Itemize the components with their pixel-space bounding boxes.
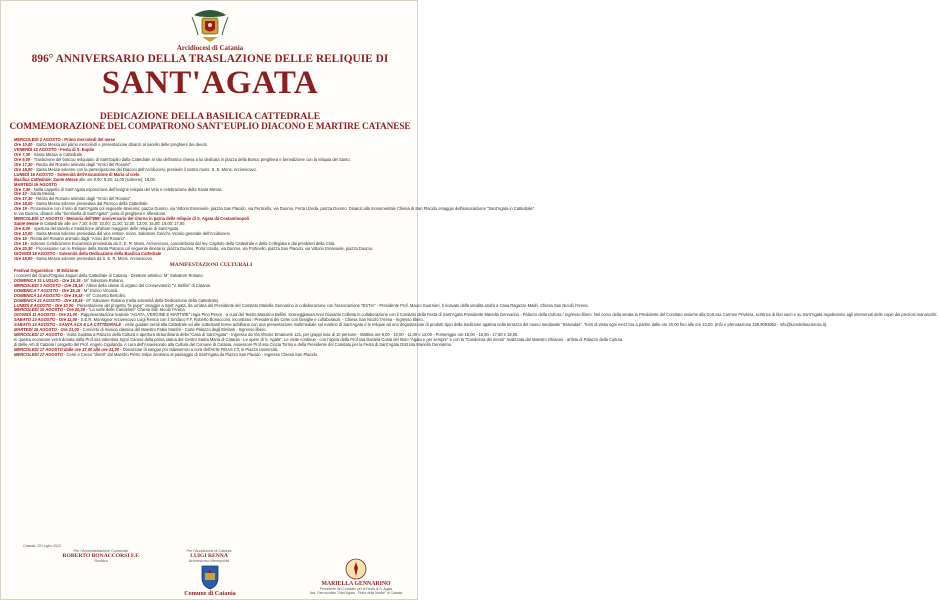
program-item-text: - Donazione di sangue pro talassemici a cura dell'AVIS FIDAS CT, in Piazza Università.	[119, 347, 279, 353]
program-item-time: Ore 18	[14, 236, 27, 242]
program-item-time: Ore 9,00	[14, 156, 31, 162]
program-item-text: - Allievi della classe di organo del Conservatorio "V. Bellini" di Catania.	[82, 282, 212, 288]
program-item-time: MERCOLEDÌ 3 AGOSTO - Ore 19,15	[14, 282, 83, 288]
city-emblem-icon	[197, 564, 223, 590]
program-item-time: SABATO 13 AGOSTO - Ore 11,00	[14, 317, 78, 323]
program-item-time: DOMENICA 7 AGOSTO - Ore 19,15	[14, 287, 81, 293]
program-day-heading: VENERDÌ 12 AGOSTO - Festa di S. Euplio	[14, 146, 95, 152]
program-item-text: - S.E.R. Monsignor Arcivescovo Luigi Renna con il Sindaco F.F. Roberto Bonaccorsi, incontrano i Presidenti dei Cerei con famiglie e collaboratori. - Chiesa San Nicolò l'Arena - Ingresso libero.	[77, 317, 424, 323]
program-item-text: - Santa Messa in Cattedrale.	[30, 151, 84, 157]
program-item-time: Ore 20,30	[14, 245, 33, 251]
program-item-time: DOMENICA 31 LUGLIO - Ore 19,15	[14, 277, 81, 283]
program-item-text: di Belle Arti di Catania / progetto del Prof. Angelo Cigolando. A cura dell'Assessorato alla Cultura del Comune di Catania, Assessore Prof.ssa Cinzia Torrisi e della Presidente del Comitato per la Festa di Sant'Agata Dott.ssa Mariella Gennarino.	[14, 342, 453, 348]
program-item-time: Ore 7,30	[14, 186, 31, 192]
program-item-text: - visite guidate serali alla Cattedrale ed alle sottostanti terme achilliane con una presentazione multimediale sul martirio di Sant'Agata e le reliquie ad uno degustazione di prodotti tipici della tradizione agatina nella terrazza del nuovo mediavale "Bravadas". Turni di visita ogni mezz'ora a partire dalle ore 20,00 fino alle ore 23,00. (Info e prenotazione 329.9093962 - info@lucedellasciencia.it).	[121, 322, 828, 328]
commemoration-title: COMMEMORAZIONE DEL COMPATRONO SANT'EUPLIO DIACONO E MARTIRE CATANESE	[9, 122, 411, 132]
program-day-heading: MERCOLEDÌ 2 AGOSTO - Primo mercoledì del mese	[14, 137, 116, 142]
program-item-text: - Concerto di musica classica del Maestro Fabio Manfrè - Corte Palazzo degli Elefanti - Ingresso libero.	[79, 327, 267, 333]
program-item-time: MERCOLEDÌ 17 AGOSTO	[14, 352, 63, 358]
program-item-time: DOMENICA 21 AGOSTO - Ore 19,15	[14, 297, 83, 303]
program-day-heading: LUNEDÌ 15 AGOSTO - Solennità dell'Assunzione di Maria al cielo	[14, 171, 140, 177]
signature-mayor-title: Sindaco	[94, 559, 108, 563]
program-item-text: - Traslazione del braccio reliquiario di Sant'Euplio dalla Cattedrale al sito dell'antica chiesa a lui dedicata in piazza della Borsa: preghiera e benedizione con la reliquia del Santo.	[30, 156, 351, 162]
diocese-crest-icon	[188, 7, 232, 43]
signature-mayor-name: ROBERTO BONACCORSI F.F.	[62, 553, 140, 559]
program-item-text: - Nella cappella di Sant'Agata esposizione dell'insigne reliquia del Velo e celebrazione della Santa Messa.	[30, 186, 223, 192]
program-item-text: - Cerei e Cereo "diretti" dal Maestro Pietro Volpe rientrano al passaggio di Sant'Agata da Piazza San Placido - Ingresso Chiesa San Placido.	[62, 352, 319, 358]
program-item-text: - Apertura del sacello e traslazione all'altare maggiore delle reliquie di Sant'Agata.	[30, 226, 180, 232]
program-day-heading: Festival Organistico - III Edizione	[14, 267, 79, 273]
program-item-time: Ore 18,00	[14, 201, 33, 207]
signature-mayor	[41, 549, 161, 563]
program-item-time: MERCOLEDÌ 17 AGOSTO dalle ore 17,00 alle ore 21,00	[14, 347, 120, 353]
program-list	[14, 137, 938, 538]
program-item-text: - Presentazione del progetto "le pupe" omaggio a Sant' Agata, da un'idea del Presidente del Comitato Mariella Gennarino in collaborazione con l'associazione "ESTIA" - Presidente Prof. Mauro Guarnieri. Il ricavato della vendita andrà a Casa Ragazze Madri. Chiesa San Nicolò l'Arena.	[73, 302, 589, 308]
program-item-text: - Santa Messa solenne presieduta dal vice rettore, mons. Salvatore Genchi, Vicario generale dell'Arcidiocesi.	[32, 231, 231, 237]
program-item-time: Ore 7,30	[14, 151, 31, 157]
program-item-text: alle ore 8,00; 9,30; 11,00 (solenne); 18,00.	[77, 176, 156, 182]
signature-committee	[301, 581, 411, 595]
program-item-time: Basilica Cattedrale: Sante Messe	[14, 176, 78, 182]
program-item-text: - Santa Messa solenne presieduta dal Parroco della Cattedrale.	[32, 201, 149, 207]
program-item-time: GIOVEDÌ 11 AGOSTO - Ore 21,00	[14, 312, 78, 318]
dedication-title: DEDICAZIONE DELLA BASILICA CATTEDRALE	[99, 111, 321, 122]
program-item-time: SABATO 13 AGOSTO - SANTA ACA E LA CATTEDRALE	[14, 322, 122, 328]
program-item-text: - Solenne Celebrazione Eucaristica presieduta da S. E. R. Mons. Arcivescovo, concelebrata dal rev. Capitolo della Cattedrale e della Collegiata e dai presbiteri della Città.	[26, 241, 336, 247]
program-item-text: - Santa Messa.	[26, 191, 56, 197]
program-item-time: Ore 8,00	[14, 226, 31, 232]
signature-archbishop-name: LUIGI RENNA	[190, 553, 228, 559]
program-item-text: In questa occasione verrà donata dalla Prof.ssa Valentina Sgroi Caruso della prima statua del Centro Santa Maria di Catania - Le opere di S. Agata". Le visite continue - con l'opera della Prof.ssa Daniela Costa del titolo "Agata e per sempre" e con la "Candelora dei devoti" realizzata dal Maestro Ghiaroni - artista di Palazzo della Cultura.	[14, 337, 624, 343]
section-heading: MANIFESTAZIONI CULTURALI	[169, 261, 253, 268]
program-item-time: Ore 18,00	[14, 255, 33, 261]
diocese-name: Arcidiocesi di Catania	[176, 44, 244, 52]
program-item-time: Sante Messe	[14, 221, 39, 227]
program-item-text: - Santa Messa del primo mercoledì e presentazione dinanzi al sacello delle preghiere dei devoti.	[32, 141, 208, 147]
program-item-time: MERCOLEDÌ 10 AGOSTO - Ore 20,30	[14, 307, 85, 313]
signature-mayor-role: Per l'Amministrazione Comunale	[73, 549, 129, 553]
signature-committee-title: Presidente del Comitato per la Festa di S. Agata	[319, 587, 393, 591]
program-item-time: Ore 17,30	[14, 161, 33, 167]
program-item-text: - Santa Messa solenne con la partecipazione dei Diaconi dell'Arcidiocesi, presiede il nostro mons. S. E. Mons. Arcivescovo.	[32, 166, 257, 172]
program-item-time: Ore 10,00	[14, 231, 33, 237]
program-item-time: LUNEDÌ 8 AGOSTO - Ore 10,00	[14, 302, 74, 308]
program-item-text: in Cattedrale alle ore 7,30; 9,00; 10,00; 11,00; 12,00; 13,00; 15,00; 16,00; 17,00.	[38, 221, 186, 227]
signature-archbishop	[149, 549, 269, 563]
signature-archbishop-title: Arcivescovo Metropolita	[188, 559, 230, 563]
program-item-time: Ore 19	[14, 206, 27, 212]
program-item-text: - Recita del Rosario animato dagli "Amici del Rosario".	[32, 161, 133, 167]
program-item-text: - "La notte delle Candelore" Chiesa San Nicolò l'Arena.	[84, 307, 186, 313]
program-item-text: - M° Salvatore Rotiano (nella solennità della Dedicazione della Cattedrale).	[82, 297, 220, 303]
program-item-text: - Recita del Rosario animato dagli "Amici del Rosario".	[32, 196, 133, 202]
poster-date: Catania, 25 Luglio 2022	[23, 544, 61, 548]
program-day-heading: MARTEDÌ 16 AGOSTO	[14, 181, 57, 187]
program-item-text: I concerti del Grand'Organo Jaquet della Cattedrale di Catania - Direttore artistico: M° Salvatore Rotiano.	[14, 272, 204, 278]
anniversary-title: 896° ANNIVERSARIO DELLA TRASLAZIONE DELLE RELIQUIE DI	[31, 53, 389, 65]
program-item-text: - Visita Guidata a Palazzo della Cultura e apertura straordinaria della "Casa di Sant'Agata" - Ingresso da Via Vittorio Emanuele 121, per gruppi max di 10 persone - Mattina ore 9,00 - 10,00 - 11,00 e 12,00 - Pomeriggio ore 15,00 - 16,00 - 17,00 e 18,00.	[62, 332, 519, 338]
program-item-text: - Processione con il Velo di Sant'Agata col seguente itinerario: piazza Duomo, via Vittorio Emanuele, piazza San Placido, via Porticello, via Duomo, Porta Uzeda, piazza Duomo. Dinanzi alla monumentale Chiesa di San Placido omaggio dell'associazione "Sant'Agata in Cattedrale".	[26, 206, 536, 212]
program-item-time: MARTEDÌ 16 AGOSTO - Ore 21,00	[14, 327, 79, 333]
program-item-time: Ore 17,30	[14, 196, 33, 202]
program-item	[14, 353, 408, 358]
program-item-time: Ore 10,00	[14, 141, 33, 147]
signature-archbishop-role: Per l'Arcidiocesi di Catania	[186, 549, 232, 553]
program-item-text: In via Duomo, dinanzi alla "Sentinella di Sant'Agata", posa di preghiera e riflessione.	[14, 211, 167, 217]
program-day-heading: MERCOLEDÌ 17 AGOSTO - Memoria dell'896° anniversario del ritorno in patria delle reliquie di S. Agata da Costantinopoli	[14, 216, 249, 222]
saint-title: SANT'AGATA	[101, 65, 319, 101]
program-item-time: Ore 19	[14, 241, 27, 247]
signature-committee-sub: Ass. Parrocchiale "Sant'Agata - Festa della Madre" di Catania	[309, 591, 403, 595]
committee-logo-icon	[345, 558, 367, 580]
program-item-text: - M° Concetto Bertolini.	[82, 292, 126, 298]
program-item-time: Ore 18,00	[14, 166, 33, 172]
program-item-time: Ore 10	[14, 191, 27, 197]
signature-committee-name: MARIELLA GENNARINO	[321, 581, 391, 587]
program-item-text: - Santa Messa solenne presieduta da S. E. R. Mons. Arcivescovo.	[32, 255, 154, 261]
program-item-time: MERCOLEDÌ 17 AGOSTO	[14, 332, 63, 338]
program-item-text: - Recita del Rosario animato dagli "Amici del Rosario".	[26, 236, 127, 242]
program-item-text: - M° Enrico Viccardi.	[80, 287, 119, 293]
program-day-heading: GIOVEDÌ 18 AGOSTO - Solennità della Dedicazione della Basilica Cattedrale	[14, 250, 162, 256]
city-name: Comune di Catania	[184, 590, 236, 597]
program-item-time: DOMENICA 14 AGOSTO - Ore 19,15	[14, 292, 83, 298]
program-item-text: - Processione con le Reliquie della Santa Patrona col seguente itinerario: piazza Duomo, Porta Uzeda, via Duomo, via Porticello, piazza San Placido, via Vittorio Emanuele, piazza Duomo.	[32, 245, 374, 251]
program-item-text: - Rappresentazione teatrale "AGATA, VERGINE E MARTIRE" regia Pino Pesce - a cura del Teatro Massimo Bellini. Sceneggiatura Anni Giovanni Colletta in collaborazione con il Comitato della Festa di Sant'Agata Presidente Mariella Gennarino - Palazzo della Cultura / Ingresso libero. Nel corso della serata la Presidente del Comitato insieme alla Dott.ssa Carmen Privitera, scrittrice di libri sacri e su Sant'Agata regaleranno agli intervenuti delle copie dei preziosi manoscritti.	[77, 312, 938, 318]
program-item-text: - M° Salvatore Rotiano.	[80, 277, 125, 283]
